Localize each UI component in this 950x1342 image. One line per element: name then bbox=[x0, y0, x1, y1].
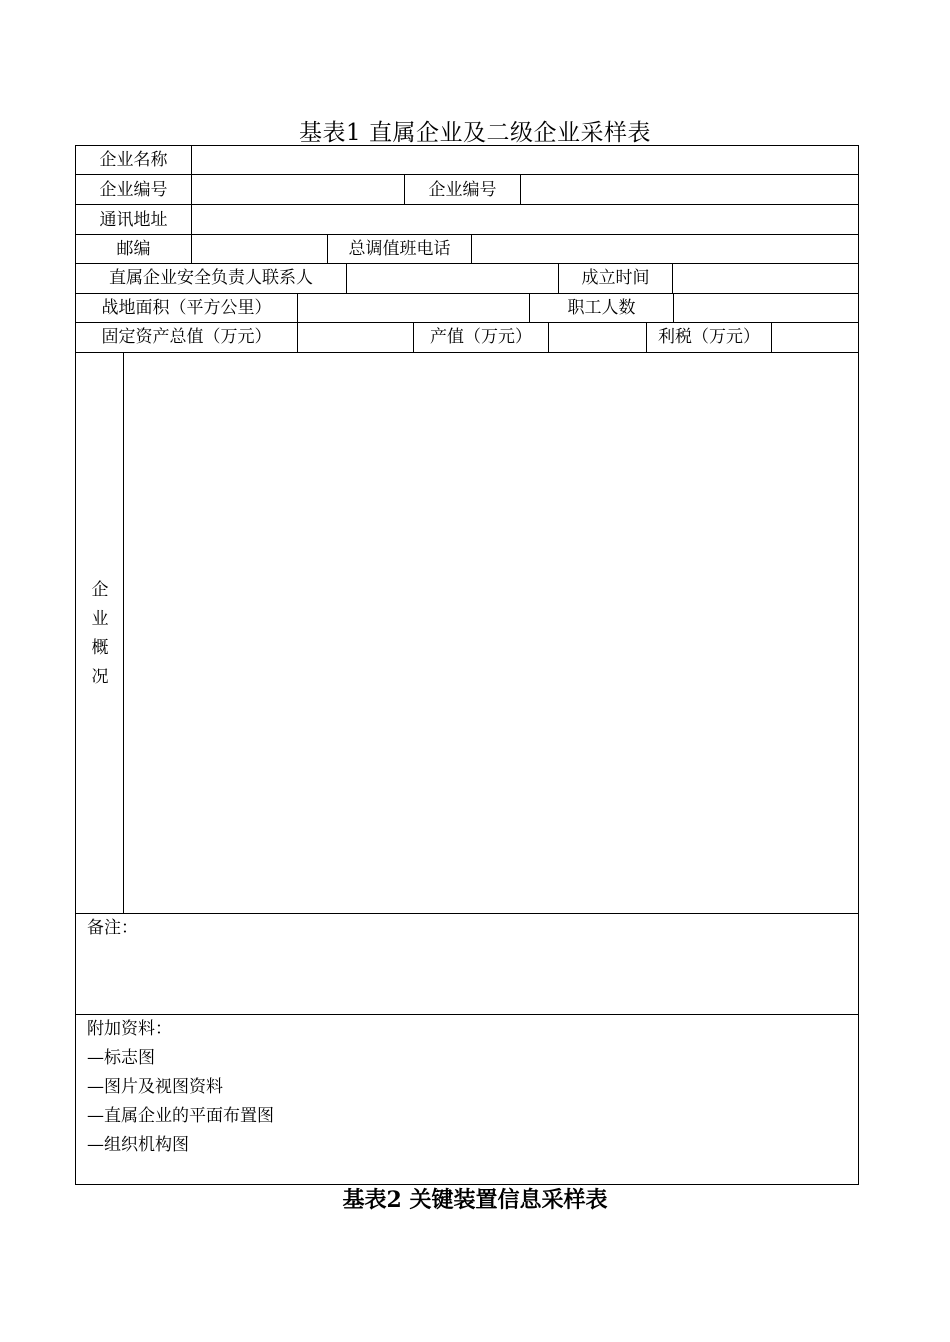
label-company-name: 企业名称 bbox=[99, 150, 168, 170]
label-address: 通讯地址 bbox=[99, 210, 168, 230]
label-remarks: 备注： bbox=[87, 918, 138, 938]
label-company-code: 企业编号 bbox=[99, 180, 168, 200]
col-divider bbox=[346, 263, 347, 293]
label-safety-contact: 直属企业安全负责人联系人 bbox=[109, 268, 313, 288]
table1-title: 基表1 直属企业及二级企业采样表 bbox=[299, 120, 651, 146]
col-divider bbox=[548, 322, 549, 352]
overview-field[interactable] bbox=[130, 358, 852, 906]
attachment-item: —标志图 bbox=[87, 1048, 155, 1068]
col-divider bbox=[771, 322, 772, 352]
label-duty-phone: 总调值班电话 bbox=[348, 239, 451, 259]
col-divider bbox=[520, 174, 521, 204]
label-postcode: 邮编 bbox=[116, 239, 151, 259]
label-tax: 利税（万元） bbox=[658, 327, 760, 347]
label-area: 战地面积（平方公里） bbox=[101, 298, 272, 318]
table2-title: 基表2 关键装置信息采样表 bbox=[342, 1187, 608, 1213]
col-divider bbox=[297, 293, 298, 352]
row-divider bbox=[75, 263, 859, 264]
row-divider bbox=[75, 352, 859, 353]
attachment-item: —直属企业的平面布置图 bbox=[87, 1106, 274, 1126]
attachments-section bbox=[87, 1015, 274, 1160]
remarks-field[interactable] bbox=[87, 943, 852, 1007]
label-staff-count: 职工人数 bbox=[567, 298, 636, 318]
row-divider bbox=[75, 322, 859, 323]
row-divider bbox=[75, 204, 859, 205]
attachment-item: —组织机构图 bbox=[87, 1135, 189, 1155]
attachments-title: 附加资料： bbox=[87, 1019, 172, 1039]
label-fixed-assets: 固定资产总值（万元） bbox=[101, 327, 272, 347]
col-divider bbox=[471, 234, 472, 264]
attachment-item: —图片及视图资料 bbox=[87, 1077, 223, 1097]
col-divider bbox=[123, 352, 124, 913]
label-overview: 企 业 概 况 bbox=[91, 580, 109, 687]
label-output-value: 产值（万元） bbox=[430, 327, 532, 347]
row-divider bbox=[75, 234, 859, 235]
row-divider bbox=[75, 293, 859, 294]
col-divider bbox=[672, 263, 673, 293]
row-divider bbox=[75, 913, 859, 914]
col-divider bbox=[191, 145, 192, 264]
row-divider bbox=[75, 174, 859, 175]
label-company-code-secondary: 企业编号 bbox=[428, 180, 497, 200]
col-divider bbox=[673, 293, 674, 323]
label-founded: 成立时间 bbox=[581, 268, 650, 288]
